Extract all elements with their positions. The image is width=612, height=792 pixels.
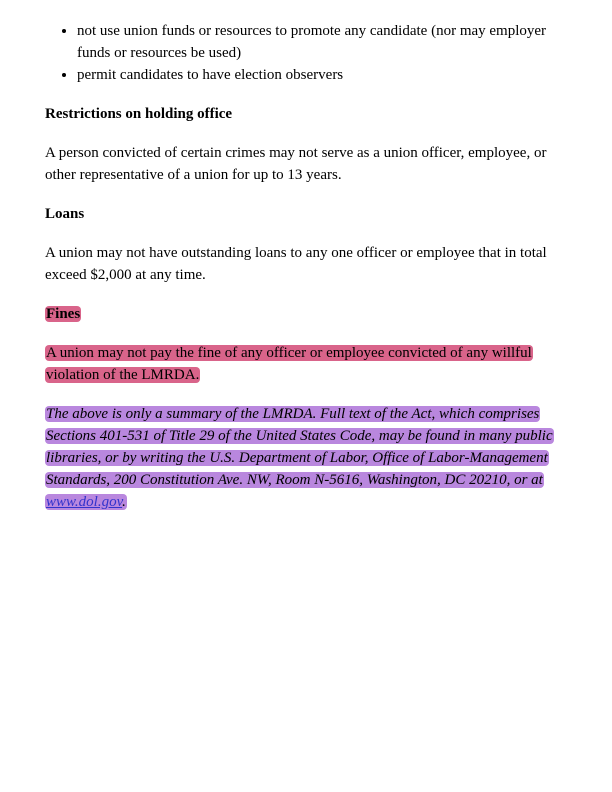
heading-loans: Loans bbox=[45, 206, 85, 222]
paragraph-restrictions: A person convicted of certain crimes may not serve as a union officer, employee, or other representative of a union for up to 13 years. bbox=[45, 145, 547, 183]
document-body bbox=[45, 20, 565, 530]
paragraph-fines bbox=[45, 342, 565, 386]
note-text: The above is only a summary of the LMRDA. Full text of the Act, which comprises Sections 401-531 of Title 29 of the United States Code, may be found in many public libraries, or by writing the U.S. Department of Labor, Office of Labor-Management Standards, 200 Constitution Ave. NW, Room N-5616, Washington, DC 20210, or at bbox=[46, 406, 553, 488]
highlighted-text bbox=[45, 406, 554, 510]
heading-restrictions: Restrictions on holding office bbox=[45, 106, 233, 122]
summary-note bbox=[45, 403, 565, 513]
list-item: • permit candidates to have election observers bbox=[77, 64, 565, 86]
dol-link[interactable]: www.dol.gov bbox=[46, 494, 123, 510]
bullet-list bbox=[45, 20, 565, 86]
highlighted-text: Fines bbox=[46, 306, 81, 322]
list-item: • not use union funds or resources to promote any candidate (nor may employer funds or resources be used) bbox=[77, 20, 565, 64]
note-end: . bbox=[122, 494, 126, 510]
paragraph-loans: A union may not have outstanding loans to any one officer or employee that in total exceed $2,000 at any time. bbox=[45, 245, 547, 283]
heading-fines bbox=[45, 303, 565, 325]
highlighted-text: A union may not pay the fine of any officer or employee convicted of any willful violation of the LMRDA. bbox=[46, 345, 532, 383]
